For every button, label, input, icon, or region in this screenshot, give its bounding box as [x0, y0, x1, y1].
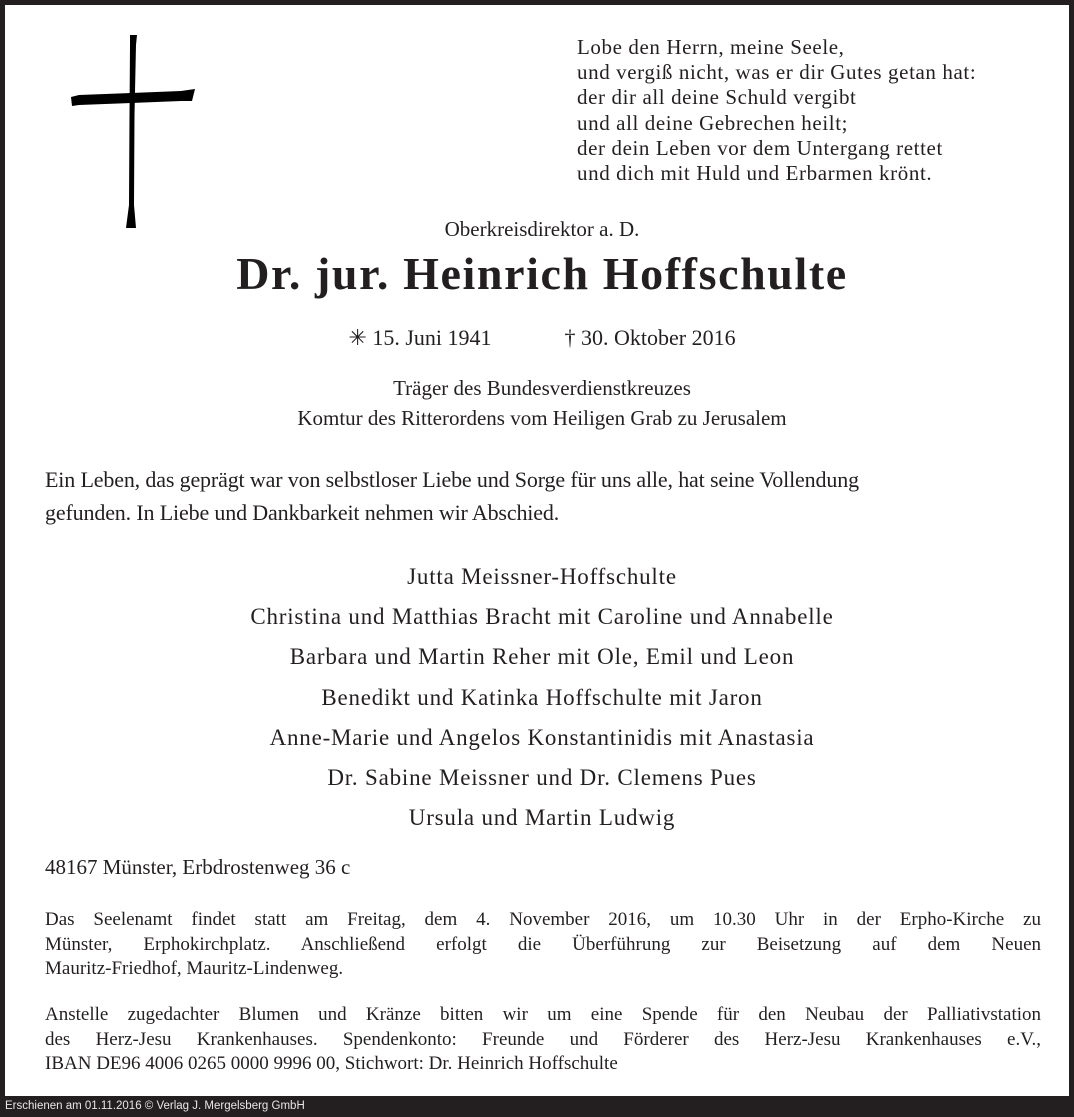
mourners-list	[5, 557, 1074, 838]
mourner-entry: Jutta Meissner-Hoffschulte	[407, 564, 677, 589]
publication-footer	[0, 1096, 1074, 1117]
verse-line: der dein Leben vor dem Untergang rettet	[577, 135, 943, 160]
honor-line: Komtur des Ritterordens vom Heiligen Grab zu Jerusalem	[297, 406, 787, 430]
donation-info	[45, 1003, 1041, 1077]
deceased-name: Dr. jur. Heinrich Hoffschulte	[236, 248, 848, 299]
publication-credit: Erschienen am 01.11.2016 © Verlag J. Mergelsberg GmbH	[5, 1100, 305, 1112]
mourner-entry: Anne-Marie und Angelos Konstantinidis mit Anastasia	[269, 724, 815, 750]
latin-cross-icon	[71, 35, 195, 229]
intro-text	[45, 463, 1045, 529]
life-dates	[5, 325, 1074, 351]
deceased-title: Oberkreisdirektor a. D.	[444, 217, 640, 241]
birth-date: 15. Juni 1941	[372, 325, 492, 350]
donation-line: IBAN DE96 4006 0265 0000 9996 00, Stichwort: Dr. Heinrich Hoffschulte	[45, 1053, 618, 1074]
mourner-entry: Barbara und Martin Reher mit Ole, Emil und Leon	[289, 644, 795, 670]
mourner-entry: Benedikt und Katinka Hoffschulte mit Jaron	[321, 684, 763, 710]
honor-line: Träger des Bundesverdienstkreuzes	[393, 376, 691, 400]
intro-line: gefunden. In Liebe und Dankbarkeit nehmen wir Abschied.	[45, 500, 560, 525]
birth-star-icon: ✳	[348, 325, 367, 350]
bible-verse	[577, 35, 976, 186]
honors	[5, 373, 1074, 433]
intro-line: Ein Leben, das geprägt war von selbstloser Liebe und Sorge für uns alle, hat seine Vollendung	[45, 467, 859, 492]
verse-line: und vergiß nicht, was er dir Gutes getan hat:	[577, 60, 977, 85]
donation-line: Anstelle zugedachter Blumen und Kränze bitten wir um eine Spende für den Neubau der Palliativstation	[45, 1004, 1041, 1025]
verse-line: und dich mit Huld und Erbarmen krönt.	[577, 161, 933, 186]
service-line: Münster, Erphokirchplatz. Anschließend erfolgt die Überführung zur Beisetzung auf dem Neuen	[45, 933, 1041, 955]
death-dagger-icon: †	[564, 325, 576, 350]
death-date: 30. Oktober 2016	[581, 325, 736, 350]
mourner-entry: Dr. Sabine Meissner und Dr. Clemens Pues	[327, 765, 757, 791]
service-line: Das Seelenamt findet statt am Freitag, dem 4. November 2016, um 10.30 Uhr in der Erpho-Kirche zu	[45, 909, 1041, 930]
donation-line: des Herz-Jesu Krankenhauses. Spendenkonto: Freunde und Förderer des Herz-Jesu Krankenhauses e.V.,	[45, 1028, 1041, 1050]
verse-line: und all deine Gebrechen heilt;	[577, 110, 849, 135]
mourner-entry: Ursula und Martin Ludwig	[408, 805, 676, 831]
service-line: Mauritz-Friedhof, Mauritz-Lindenweg.	[45, 958, 344, 979]
verse-line: der dir all deine Schuld vergibt	[577, 85, 857, 110]
mourner-entry: Christina und Matthias Bracht mit Caroline und Annabelle	[250, 604, 834, 630]
service-info	[45, 908, 1041, 982]
family-address: 48167 Münster, Erbdrostenweg 36 c	[45, 855, 351, 879]
verse-line: Lobe den Herrn, meine Seele,	[577, 35, 845, 59]
